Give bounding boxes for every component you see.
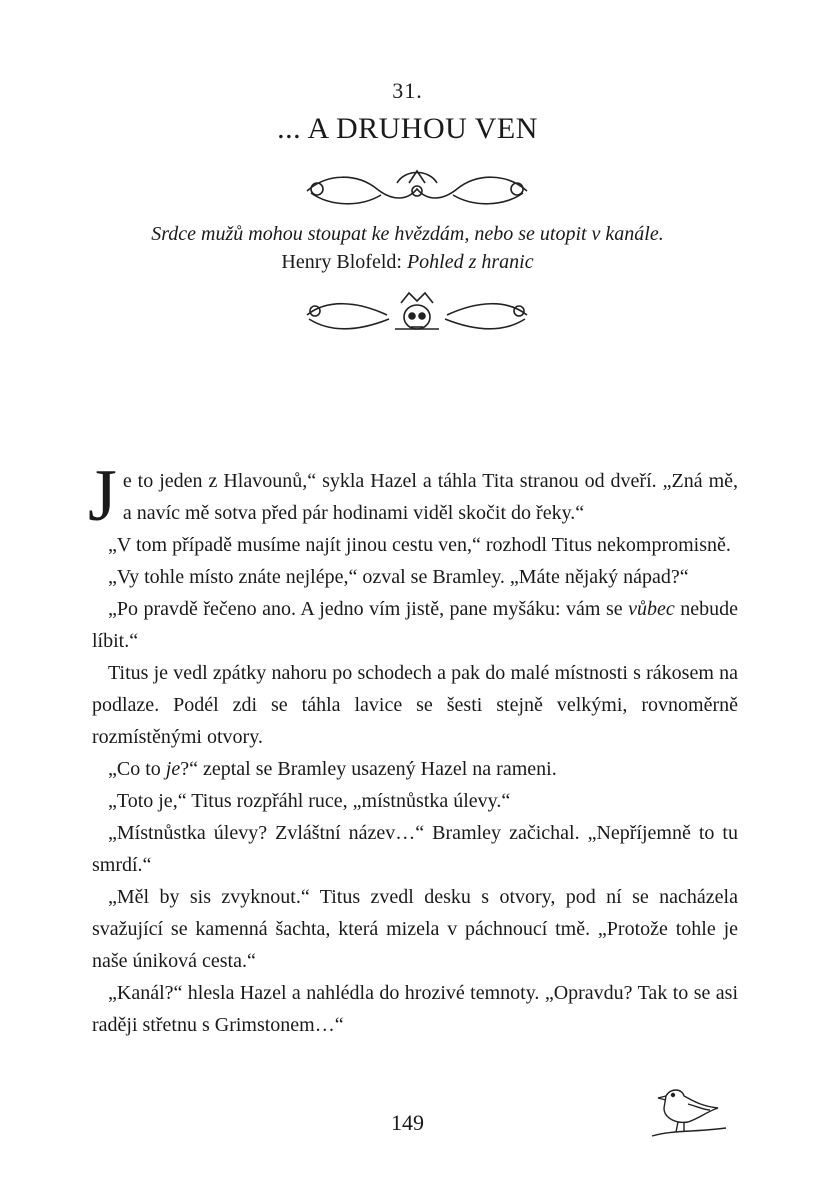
paragraph — [92, 593, 738, 657]
epigraph-author: Henry Blofeld: — [281, 251, 402, 273]
paragraph: „Vy tohle místo znáte nejlépe,“ ozval se Bramley. „Máte nějaký nápad?“ — [108, 566, 689, 588]
paragraph — [92, 753, 738, 785]
emphasis: je — [165, 758, 181, 780]
emphasis: vůbec — [628, 598, 675, 620]
epigraph-book: Pohled z hranic — [406, 251, 534, 273]
paragraph-text: nebude líbit.“ — [92, 598, 738, 652]
epigraph-quote: Srdce mužů mohou stoupat ke hvězdám, nebo se utopit v kanále. — [151, 223, 664, 245]
epigraph-attribution — [0, 248, 815, 276]
paragraph-text: „Co to — [108, 758, 166, 780]
paragraph: „Kanál?“ hlesla Hazel a nahlédla do hrozivé temnoty. „Opravdu? Tak to se asi raději střetnu s Grimstonem…“ — [92, 982, 738, 1036]
epigraph — [0, 220, 815, 276]
paragraph: „Místnůstka úlevy? Zvláštní název…“ Bramley začichal. „Nepříjemně to tu smrdí.“ — [92, 822, 738, 876]
chapter-number: 31. — [392, 78, 423, 103]
chapter-title: ... A DRUHOU VEN — [277, 112, 538, 145]
paragraph-text: ?“ zeptal se Bramley usazený Hazel na rameni. — [180, 758, 557, 780]
paragraph-text: e to jeden z Hlavounů,“ sykla Hazel a táhla Tita stranou od dveří. „Zná mě, a navíc mě sotva před pár hodinami viděl skočit do řeky.“ — [122, 470, 738, 524]
paragraph: „Měl by sis zvyknout.“ Titus zvedl desku s otvory, pod ní se nacházela svažující se kamenná šachta, která mizela v páchnoucí tmě. „Protože tohle je naše úniková cesta.“ — [92, 886, 738, 972]
page-number: 149 — [391, 1110, 424, 1135]
skull-ornament-icon — [297, 287, 537, 343]
paragraph — [88, 455, 738, 537]
bird-icon — [648, 1082, 728, 1144]
drop-cap: J — [88, 455, 117, 537]
paragraph: Titus je vedl zpátky nahoru po schodech a pak do malé místnosti s rákosem na podlaze. Podél zdi se táhla lavice se šesti stejně velkými, rovnoměrně rozmístěnými otvory. — [92, 662, 738, 748]
paragraph: „V tom případě musíme najít jinou cestu ven,“ rozhodl Titus nekompromisně. — [108, 534, 731, 556]
chapter-body — [88, 455, 738, 1041]
paragraph: „Toto je,“ Titus rozpřáhl ruce, „místnůstka úlevy.“ — [108, 790, 511, 812]
paragraph-text: „Po pravdě řečeno ano. A jedno vím jistě, pane myšáku: vám se — [108, 598, 629, 620]
scroll-ornament-icon — [297, 163, 537, 219]
